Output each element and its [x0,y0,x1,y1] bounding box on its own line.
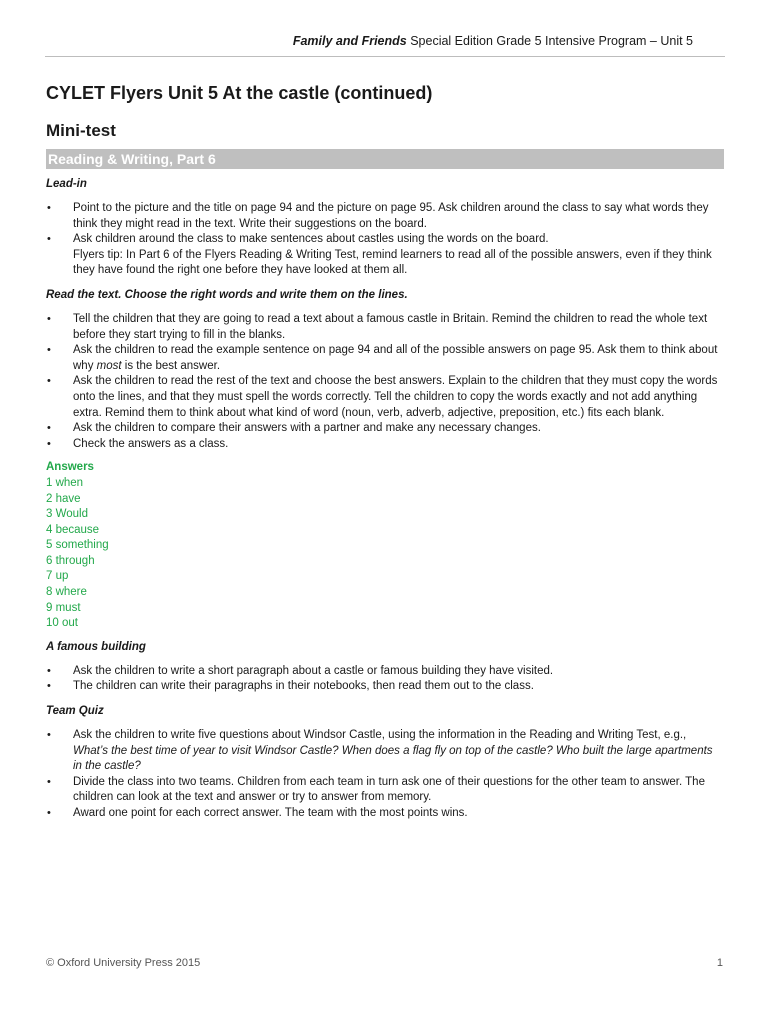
answers-block [46,460,724,632]
answer-item: 3 Would [46,508,88,521]
list-item: • Ask the children to read the example sentence on page 94 and all of the possible answers on page 95. Ask them to think about why most is the best answer. [47,344,718,372]
bullet-icon: • [47,680,51,693]
quiz-heading: Team Quiz [46,705,104,718]
list-item: • Divide the class into two teams. Children from each team in turn ask one of their questions for the other team to answer. The children can look at the text and answer or try to answer from memory. [47,775,705,804]
bullet-icon: • [47,375,51,388]
flyers-tip: Flyers tip: In Part 6 of the Flyers Reading & Writing Test, remind learners to read all of the possible answers, even if they think they have found the right one before they have looked at them all. [73,248,712,277]
bullet-icon: • [47,664,51,677]
section-bar: Reading & Writing, Part 6 [46,149,724,169]
copyright-footer: © Oxford University Press 2015 [46,957,201,969]
bullet-icon: • [47,437,51,450]
list-item: • Check the answers as a class. [46,437,724,453]
list-item: • Tell the children that they are going to read a text about a famous castle in Britain. Remind the children to read the whole text before they start trying to fill in the blanks. [47,312,708,341]
read-heading: Read the text. Choose the right words and write them on the lines. [46,288,408,301]
page-title: CYLET Flyers Unit 5 At the castle (continued) [46,83,433,103]
leadin-heading: Lead-in [46,178,87,190]
bullet-icon: • [47,344,51,357]
running-header [293,34,693,48]
leadin-list [46,201,724,279]
page-subtitle: Mini-test [46,121,116,140]
answer-item: 6 through [46,554,95,567]
bullet-icon: • [47,807,51,819]
bullet-icon: • [47,233,51,246]
list-item: • Ask the children to write five questions about Windsor Castle, using the information in the Reading and Writing Test, e.g., What’s the best time of year to visit Windsor Castle? When does a flag fly on top of the castle? Who built the large apartments in the castle? [47,729,713,773]
page-content [46,82,724,828]
bullet-icon: • [47,312,51,325]
list-item: • The children can write their paragraphs in their notebooks, then read them out to the class. [46,679,724,695]
header-course: Special Edition Grade 5 Intensive Program – Unit 5 [406,34,693,48]
bullet-icon: • [47,729,51,742]
quiz-list [46,728,724,822]
list-item: • Ask the children to compare their answers with a partner and make any necessary changes. [46,421,724,437]
header-book-title: Family and Friends [292,34,407,48]
read-list [46,312,724,452]
list-item: • Ask the children to read the rest of the text and choose the best answers. Explain to the children that they must copy the words onto the lines, and that they must spell the words correctly. Tell the children to copy the words exactly and not add anything extra. Remind them to think about what kind of word (noun, verb, adverb, adjective, preposition, etc.) fits each blank. [47,375,718,419]
list-item: • Award one point for each correct answer. The team with the most points wins. [46,806,724,822]
answer-item: 4 because [46,523,100,536]
bullet-icon: • [47,202,51,214]
answer-item: 9 must [46,601,81,614]
bullet-icon: • [47,422,51,435]
header-divider [45,56,725,57]
page-number: 1 [716,957,723,969]
answer-item: 5 something [46,539,109,552]
answer-item: 8 where [46,586,87,599]
list-item: • Point to the picture and the title on page 94 and the picture on page 95. Ask children around the class to say what words they think they might read in the text. Write their suggestions on the board. [47,202,709,230]
answer-item: 1 when [46,476,84,489]
list-item: • Ask children around the class to make sentences about castles using the words on the board. Flyers tip: In Part 6 of the Flyers Reading & Writing Test, remind learners to read all of the possible answers, even if they think they have found the right one before they have looked at them all. [47,233,712,277]
bullet-icon: • [47,775,51,788]
famous-list [46,664,724,695]
famous-heading: A famous building [46,640,146,653]
list-item: • Ask the children to write a short paragraph about a castle or famous building they have visited. [46,664,724,680]
answer-item: 2 have [46,492,81,505]
answer-item: 10 out [46,617,78,630]
answer-item: 7 up [46,570,69,583]
answers-title: Answers [46,461,94,474]
